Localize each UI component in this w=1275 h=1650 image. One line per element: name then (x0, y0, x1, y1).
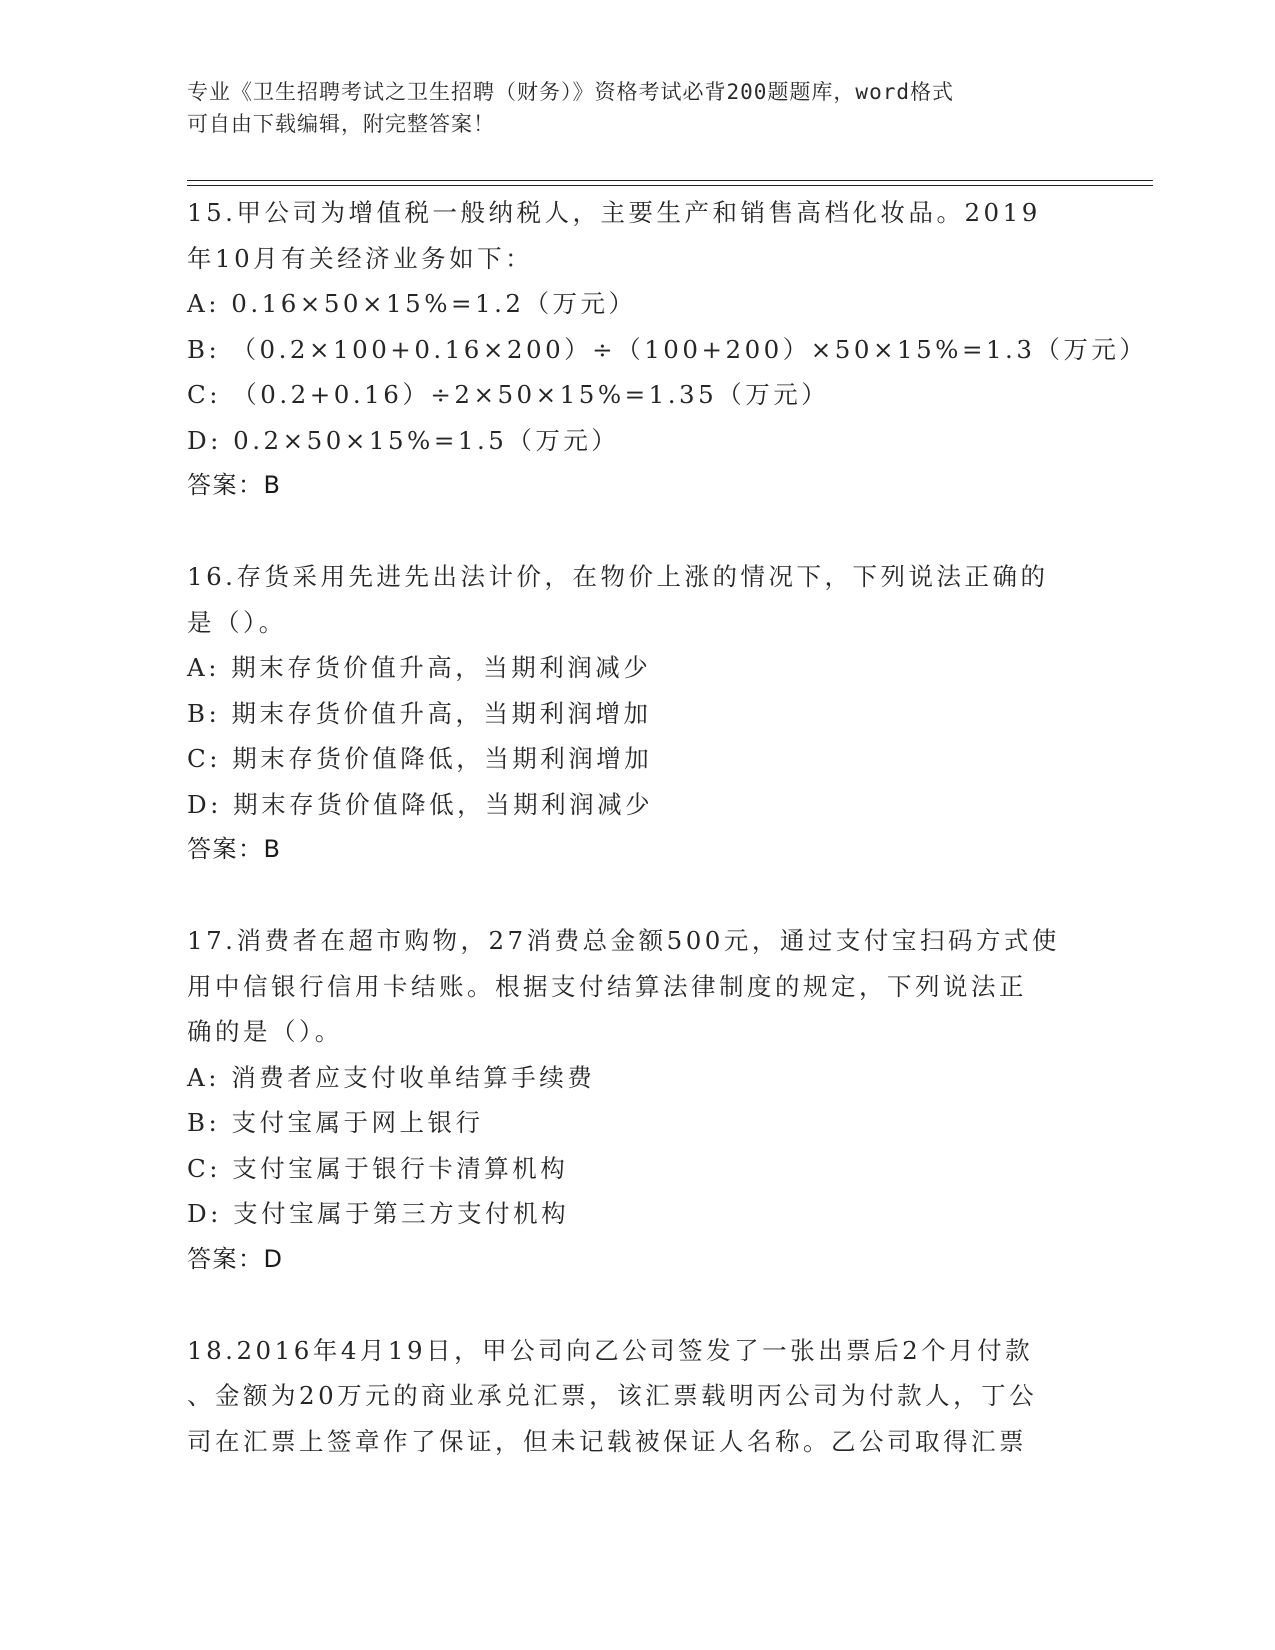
header-divider-bottom (187, 185, 1153, 186)
question-stem-line: 用中信银行信用卡结账。根据支付结算法律制度的规定，下列说法正 (187, 971, 1027, 1001)
question-stem-line: 确的是（）。 (187, 1017, 343, 1046)
option-c: C: （0.2+0.16）÷2×50×15%=1.35（万元） (187, 380, 830, 409)
question-stem-line: 、金额为20万元的商业承兑汇票，该汇票载明丙公司为付款人，丁公 (187, 1381, 1038, 1410)
option-a: A: 0.16×50×15%=1.2（万元） (187, 289, 637, 318)
header-line-1: 专业《卫生招聘考试之卫生招聘（财务）》资格考试必背200题题库，word格式 (187, 80, 954, 104)
question-stem-line: 是（）。 (187, 607, 287, 637)
option-d: D: 支付宝属于第三方支付机构 (187, 1199, 570, 1228)
option-c: C: 期末存货价值降低，当期利润增加 (187, 744, 653, 773)
option-c: C: 支付宝属于银行卡清算机构 (187, 1153, 569, 1183)
question-17 (187, 918, 1087, 1282)
question-16 (187, 554, 1087, 873)
question-18 (187, 1328, 1087, 1465)
option-b: B: 期末存货价值升高，当期利润增加 (187, 698, 652, 728)
header-divider-top (187, 180, 1153, 181)
answer-line: 答案：B (187, 471, 282, 499)
question-15 (187, 190, 1148, 509)
option-b: B: （0.2×100+0.16×200）÷（100+200）×50×15%=1.3（万元） (187, 334, 1148, 364)
question-stem-line: 16.存货采用先进先出法计价，在物价上涨的情况下，下列说法正确的 (187, 562, 1049, 591)
question-spacer (187, 1282, 1087, 1328)
question-stem-line: 年10月有关经济业务如下： (187, 243, 534, 273)
question-spacer (187, 873, 1087, 919)
question-list (187, 190, 1148, 1464)
document-header (187, 76, 1067, 140)
option-a: A: 期末存货价值升高，当期利润减少 (187, 653, 652, 682)
question-stem-line: 18.2016年4月19日，甲公司向乙公司签发了一张出票后2个月付款 (187, 1335, 1034, 1365)
question-spacer (187, 509, 1087, 555)
header-line-2: 可自由下载编辑，附完整答案！ (187, 112, 495, 136)
answer-line: 答案：D (187, 1244, 284, 1273)
answer-line: 答案：B (187, 835, 282, 863)
option-d: D: 0.2×50×15%=1.5（万元） (187, 425, 620, 455)
option-d: D: 期末存货价值降低，当期利润减少 (187, 789, 654, 819)
question-stem-line: 司在汇票上签章作了保证，但未记载被保证人名称。乙公司取得汇票 (187, 1426, 1027, 1456)
option-a: A: 消费者应支付收单结算手续费 (187, 1062, 596, 1092)
question-stem-line: 17.消费者在超市购物，27消费总金额500元，通过支付宝扫码方式使 (187, 926, 1060, 955)
question-stem-line: 15.甲公司为增值税一般纳税人，主要生产和销售高档化妆品。2019 (187, 198, 1041, 227)
option-b: B: 支付宝属于网上银行 (187, 1108, 484, 1137)
